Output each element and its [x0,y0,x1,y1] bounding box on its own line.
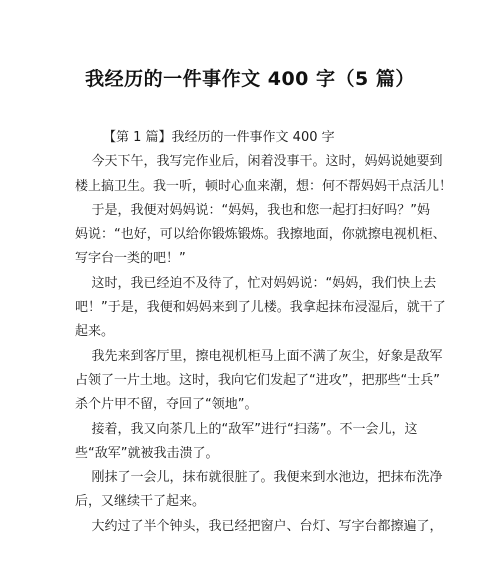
paragraph-line: 后，又继续干了起来。 [75,494,206,510]
paragraph-line: 接着，我又向茶几上的“敌军”进行“扫荡”。不一会儿，这 [75,421,418,437]
paragraph-line: 大约过了半个钟头，我已经把窗户、台灯、写字台都擦遍了， [75,518,443,534]
section-heading: 【第 1 篇】我经历的一件事作文 400 字 [103,130,335,145]
document-title: 我经历的一件事作文 400 字（5 篇） [85,68,415,90]
paragraph-line: 于是，我便对妈妈说：“妈妈，我也和您一起打扫好吗？”妈 [75,202,430,218]
paragraph-line: 刚抹了一会儿，抹布就很脏了。我便来到水池边，把抹布洗净 [75,470,443,486]
paragraph-line: 起来。 [75,324,115,340]
paragraph-line: 妈说：“也好，可以给你锻炼锻炼。我擦地面，你就擦电视机柜、 [75,227,446,243]
paragraph-line: 杀个片甲不留，夺回了“领地”。 [75,397,258,413]
paragraph-line: 吧！”于是，我便和妈妈来到了儿楼。我拿起抹布浸湿后，就干了 [75,300,446,316]
paragraph-line: 些“敌军”就被我击溃了。 [75,445,219,461]
paragraph-line: 占领了一片土地。这时，我向它们发起了“进攻”，把那些“士兵” [75,372,440,388]
document-body [75,126,453,539]
paragraph-line: 我先来到客厅里，擦电视机柜马上面不满了灰尘，好象是敌军 [75,348,443,364]
paragraph-line: 写字台一类的吧！” [75,251,186,267]
paragraph-line: 今天下午，我写完作业后，闲着没事干。这时，妈妈说她要到 [75,154,443,170]
paragraph-line: 楼上搞卫生。我一听，顿时心血来潮，想：何不帮妈妈干点活儿！ [75,178,453,194]
paragraph-line: 这时，我已经迫不及待了，忙对妈妈说：“妈妈，我们快上去 [75,275,437,291]
